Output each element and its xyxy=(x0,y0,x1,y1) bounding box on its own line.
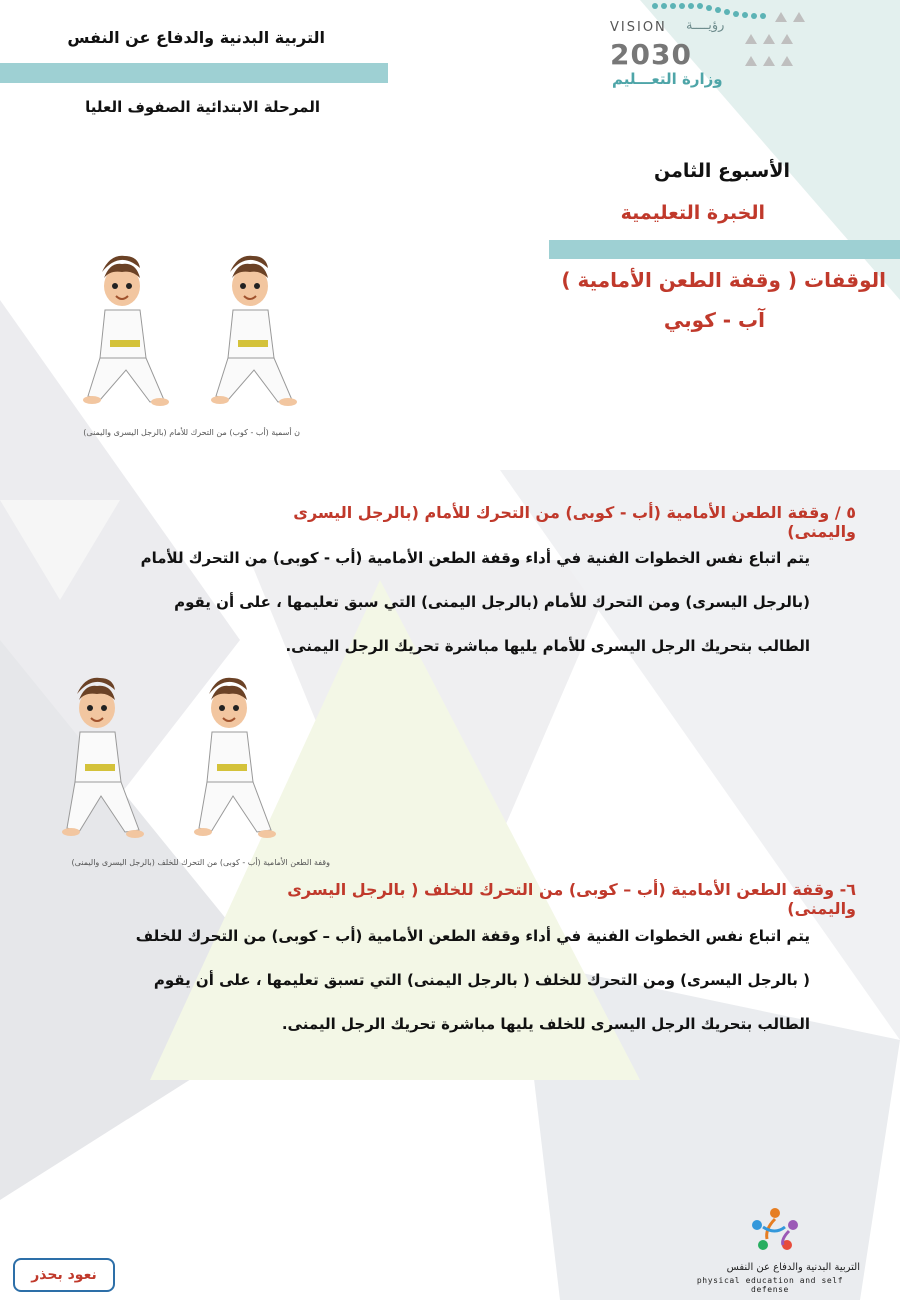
karate-figures-backward xyxy=(55,672,305,852)
ministry-label: وزارة التعـــليم xyxy=(612,70,723,88)
vision-year: 2030 xyxy=(610,38,692,71)
section-6-heading: ٦- وقفة الطعن الأمامية (أب – كوبى) من التحرك للخلف ( بالرجل اليسرى واليمنى) xyxy=(287,880,856,918)
section-bar xyxy=(549,240,900,259)
section-6-paragraph xyxy=(130,914,810,1046)
vision-label: VISION xyxy=(610,20,667,35)
karate-boy-illustration xyxy=(194,678,276,838)
stance-title: الوقفات ( وقفة الطعن الأمامية ) xyxy=(561,268,886,292)
footer-arabic-label: التربية البدنية والدفاع عن النفس xyxy=(726,1262,860,1273)
pe-department-logo xyxy=(745,1205,805,1255)
figure-2-caption: وقفة الطعن الأمامية (أب - كوبى) من التحرك للخلف (بالرجل اليسرى واليمنى) xyxy=(71,858,330,867)
header-bar xyxy=(0,63,388,83)
stance-subtitle: آب - كوبي xyxy=(663,308,765,332)
karate-figures-forward xyxy=(80,250,320,420)
karate-boy-illustration xyxy=(83,256,169,406)
figure-1-caption: ن أسمية (أب - كوب) من التحرك للأمام (بالرجل اليسرى واليمنى) xyxy=(83,428,300,437)
section-6-line-1: يتم اتباع نفس الخطوات الفنية في أداء وقفة الطعن الأمامية (أب – كوبى) من التحرك للخلف xyxy=(135,927,810,945)
section-5-paragraph xyxy=(130,536,810,668)
header-subtitle: المرحلة الابتدائية الصفوف العليا xyxy=(85,98,320,116)
section-6-line-3: الطالب بتحريك الرجل اليسرى للخلف يليها مباشرة تحريك الرجل اليمنى. xyxy=(281,1015,810,1033)
header-title: التربية البدنية والدفاع عن النفس xyxy=(67,28,325,47)
footer-english-label: physical education and self defense xyxy=(696,1276,844,1294)
section-5-line-1: يتم اتباع نفس الخطوات الفنية في أداء وقفة الطعن الأمامية (أب - كوبى) من التحرك للأمام xyxy=(140,549,810,567)
vision-arabic-label: رؤيــــة xyxy=(686,18,725,33)
section-5-line-3: الطالب بتحريك الرجل اليسرى للأمام يليها مباشرة تحريك الرجل اليمنى. xyxy=(285,637,810,655)
section-6-line-2: ( بالرجل اليسرى) ومن التحرك للخلف ( بالرجل اليمنى) التي تسبق تعليمها ، على أن يقوم xyxy=(153,971,810,989)
week-title: الأسبوع الثامن xyxy=(653,160,790,182)
experience-title: الخبرة التعليمية xyxy=(620,202,765,224)
karate-boy-illustration xyxy=(62,678,144,838)
return-carefully-badge: نعود بحذر xyxy=(13,1258,115,1292)
section-5-heading: ٥ / وقفة الطعن الأمامية (أب - كوبى) من التحرك للأمام (بالرجل اليسرى واليمنى) xyxy=(293,503,856,541)
section-5-line-2: (بالرجل اليسرى) ومن التحرك للأمام (بالرجل اليمنى) التي سبق تعليمها ، على أن يقوم xyxy=(174,593,810,611)
karate-boy-illustration xyxy=(211,256,297,406)
